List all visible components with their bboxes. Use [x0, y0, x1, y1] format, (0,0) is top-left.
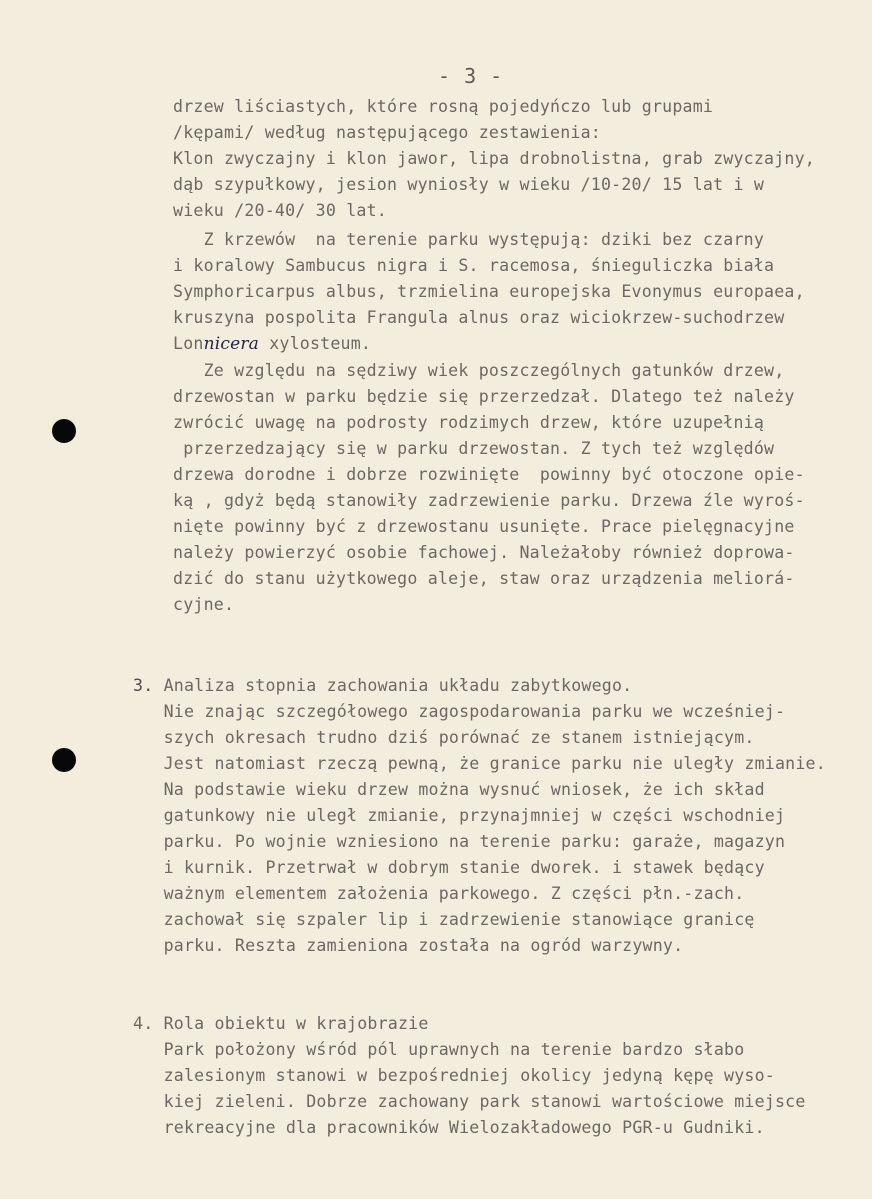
text-line: Ze względu na sędziwy wiek poszczególnych gatunków drzew, [173, 361, 785, 380]
text-line: zachował się szpaler lip i zadrzewienie stanowiące granicę [133, 910, 755, 929]
punch-hole [52, 748, 76, 772]
text-line: i kurnik. Przetrwał w dobrym stanie dworek. i stawek będący [133, 858, 765, 877]
text-line: należy powierzyć osobie fachowej. Należałoby również doprowa- [173, 543, 795, 562]
text-line: zwrócić uwagę na podrosty rodzimych drzew, które uzupełnią [173, 413, 765, 432]
text-line: dąb szypułkowy, jesion wyniosły w wieku /10-20/ 15 lat i w [173, 175, 765, 194]
section-title: Rola obiektu w krajobrazie [153, 1014, 429, 1033]
text-line: Z krzewów na terenie parku występują: dziki bez czarny [173, 230, 765, 249]
text-line: Nie znając szczegółowego zagospodarowania parku we wcześniej- [133, 702, 786, 721]
text-line: drzew liściastych, które rosną pojedyńczo lub grupami [173, 97, 714, 116]
section-number: 3. [133, 676, 154, 695]
text-line: szych okresach trudno dziś porównać ze stanem istniejącym. [133, 728, 755, 747]
text-line: Symphoricarpus albus, trzmielina europejska Evonymus europaea, [173, 282, 805, 301]
text-line: Park położony wśród pól uprawnych na terenie bardzo słabo [133, 1040, 745, 1059]
text-line: dzić do stanu użytkowego aleje, staw oraz urządzenia meliorá- [173, 569, 795, 588]
text-line: ką , gdyż będą stanowiły zadrzewienie parku. Drzewa źle wyroś- [173, 491, 805, 510]
section-heading-4 [133, 1014, 429, 1034]
section-title: Analiza stopnia zachowania układu zabytkowego. [153, 676, 633, 695]
text-line: Klon zwyczajny i klon jawor, lipa drobnolistna, grab zwyczajny, [173, 149, 815, 168]
text-line: ważnym elementem założenia parkowego. Z części płn.-zach. [133, 884, 745, 903]
text-line: nięte powinny być z drzewostanu usunięte. Prace pielęgnacyjne [173, 517, 795, 536]
section-heading-3 [133, 676, 632, 696]
text-line: Na podstawie wieku drzew można wysnuć wniosek, że ich skład [133, 780, 765, 799]
text-fragment: xylosteum. [259, 334, 372, 353]
punch-hole [52, 419, 76, 443]
text-line: kruszyna pospolita Frangula alnus oraz wiciokrzew-suchodrzew [173, 308, 785, 327]
text-line-with-handwriting [173, 334, 371, 354]
text-line: drzewa dorodne i dobrze rozwinięte powinny być otoczone opie- [173, 465, 805, 484]
section-number: 4. [133, 1014, 154, 1033]
text-line: rekreacyjne dla pracowników Wielozakładowego PGR-u Gudniki. [133, 1118, 765, 1137]
text-line: i koralowy Sambucus nigra i S. racemosa, śnieguliczka biała [173, 256, 775, 275]
text-line: gatunkowy nie uległ zmianie, przynajmniej w części wschodniej [133, 806, 786, 825]
text-line: kiej zieleni. Dobrze zachowany park stanowi wartościowe miejsce [133, 1092, 806, 1111]
text-line: cyjne. [173, 595, 235, 614]
text-fragment: Lon [173, 334, 204, 353]
text-line: Jest natomiast rzeczą pewną, że granice parku nie uległy zmianie. [133, 754, 826, 773]
text-line: zalesionym stanowi w bezpośredniej okolicy jedyną kępę wyso- [133, 1066, 775, 1085]
text-line: parku. Reszta zamieniona została na ogród warzywny. [133, 936, 684, 955]
text-line: przerzedzający się w parku drzewostan. Z tych też względów [173, 439, 775, 458]
text-line: wieku /20-40/ 30 lat. [173, 201, 387, 220]
text-line: drzewostan w parku będzie się przerzedzał. Dlatego też należy [173, 387, 795, 406]
text-line: /kępami/ według następującego zestawienia: [173, 123, 601, 142]
text-line: parku. Po wojnie wzniesiono na terenie parku: garaże, magazyn [133, 832, 786, 851]
handwritten-correction: nicera [203, 334, 260, 354]
page-number: - 3 - [438, 64, 504, 88]
